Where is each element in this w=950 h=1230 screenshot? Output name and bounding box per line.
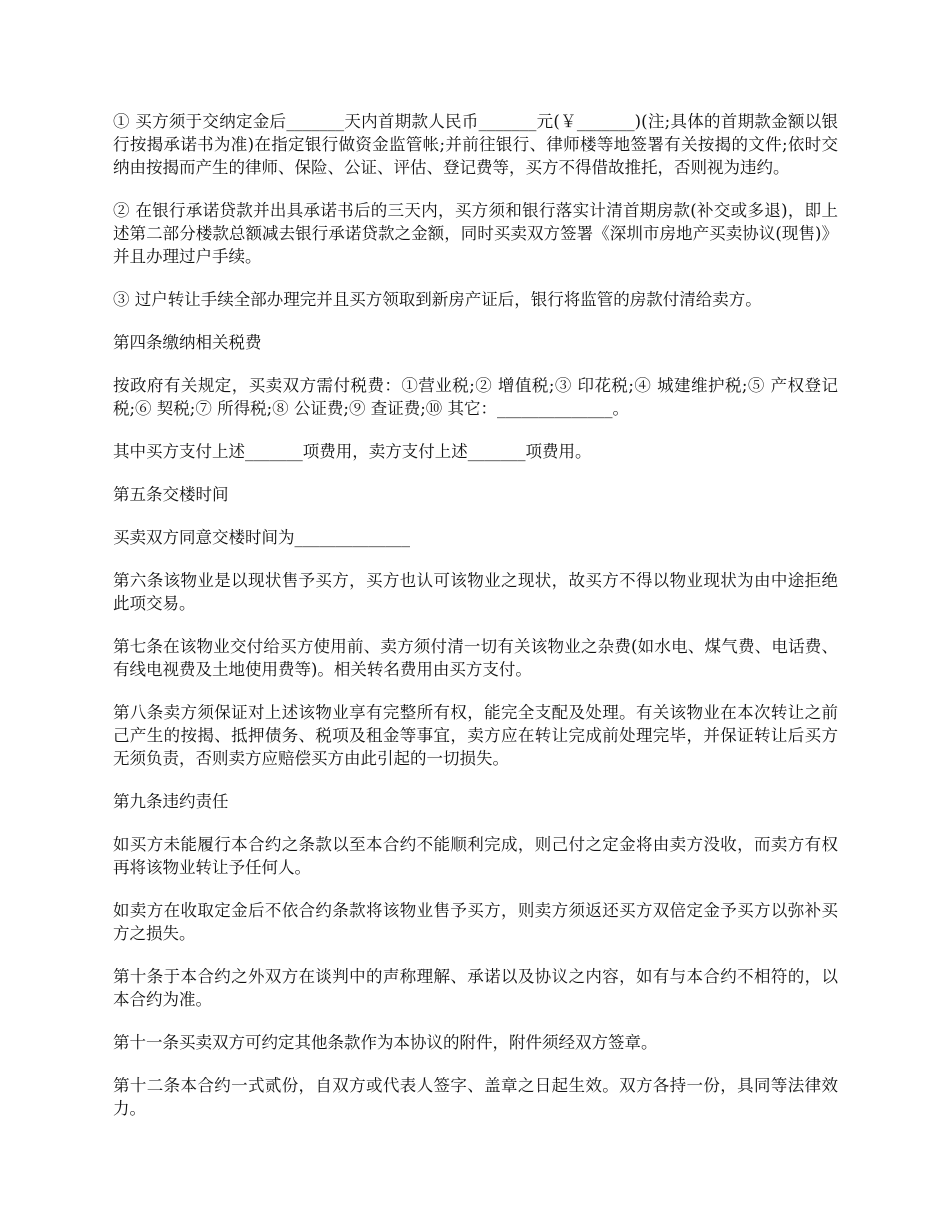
article-4-heading: 第四条缴纳相关税费	[113, 333, 262, 352]
document-page	[113, 110, 838, 1140]
article-8: 第八条卖方须保证对上述该物业享有完整所有权，能完全支配及处理。有关该物业在本次转让之前己产生的按揭、抵押债务、税项及租金等事宜，卖方应在转让完成前处理完毕，并保证转让后买方无须负责，否则卖方应赔偿买方由此引起的一切损失。	[113, 703, 838, 768]
article-6: 第六条该物业是以现状售予买方，买方也认可该物业之现状，故买方不得以物业现状为由中途拒绝此项交易。	[113, 571, 838, 613]
article-9-buyer-default: 如买方未能履行本合约之条款以至本合约不能顺利完成，则己付之定金将由卖方没收，而卖方有权再将该物业转让予任何人。	[113, 835, 838, 877]
article-7: 第七条在该物业交付给买方使用前、卖方须付清一切有关该物业之杂费(如水电、煤气费、电话费、有线电视费及土地使用费等)。相关转名费用由买方支付。	[113, 637, 838, 679]
article-5-heading: 第五条交楼时间	[113, 485, 229, 504]
article-4-taxes: 按政府有关规定，买卖双方需付税费：①营业税;② 增值税;③ 印花税;④ 城建维护税;⑤ 产权登记税;⑥ 契税;⑦ 所得税;⑧ 公证费;⑨ 查证费;⑩ 其它：______________。	[113, 376, 838, 418]
article-5-handover-date: 买卖双方同意交楼时间为______________	[113, 528, 410, 547]
article-10: 第十条于本合约之外双方在谈判中的声称理解、承诺以及协议之内容，如有与本合约不相符的，以本合约为准。	[113, 967, 838, 1009]
article-9-heading: 第九条违约责任	[113, 792, 229, 811]
article-4-allocation: 其中买方支付上述_______项费用，卖方支付上述_______项费用。	[113, 442, 592, 461]
article-12: 第十二条本合约一式贰份，自双方或代表人签字、盖章之日起生效。双方各持一份，具同等法律效力。	[113, 1076, 838, 1118]
clause-payment-3: ③ 过户转让手续全部办理完并且买方领取到新房产证后，银行将监管的房款付清给卖方。	[113, 290, 762, 309]
clause-payment-1: ① 买方须于交纳定金后_______天内首期款人民币_______元(￥_______)(注;具体的首期款金额以银行按揭承诺书为准)在指定银行做资金监管帐;并前往银行、律师楼等地签署有关按揭的文件;依时交纳由按揭而产生的律师、保险、公证、评估、登记费等，买方不得借故推托，否则视为违约。	[113, 112, 838, 177]
clause-payment-2: ② 在银行承诺贷款并出具承诺书后的三天内，买方须和银行落实计清首期房款(补交或多退)，即上述第二部分楼款总额减去银行承诺贷款之金额，同时买卖双方签署《深圳市房地产买卖协议(现售)》并且办理过户手续。	[113, 201, 838, 266]
article-11: 第十一条买卖双方可约定其他条款作为本协议的附件，附件须经双方签章。	[113, 1033, 658, 1052]
article-9-seller-default: 如卖方在收取定金后不依合约条款将该物业售予买方，则卖方须返还买方双倍定金予买方以弥补买方之损失。	[113, 901, 838, 943]
